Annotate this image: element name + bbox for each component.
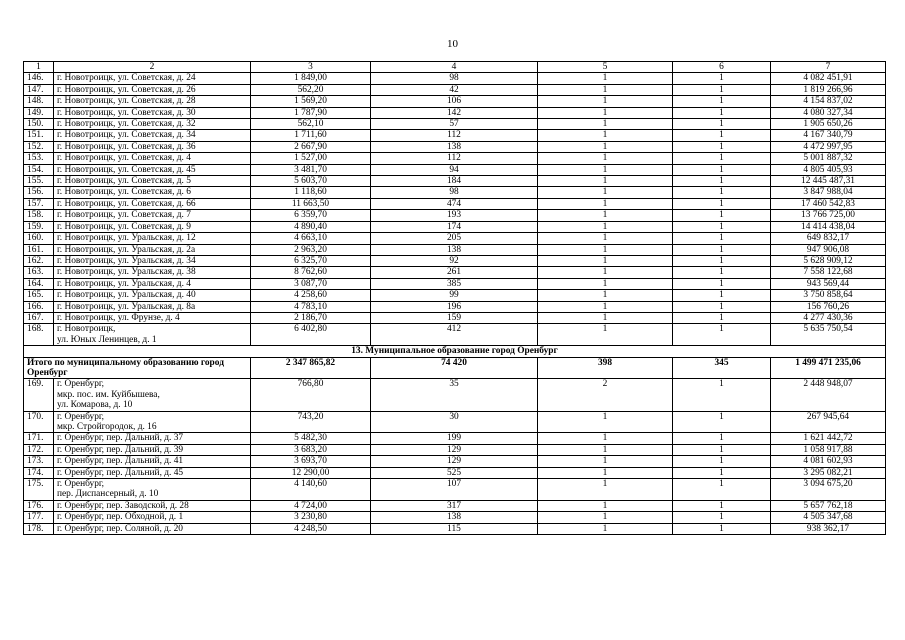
residents-cell: 35 (371, 379, 538, 411)
area-cell: 2 667,90 (251, 141, 371, 152)
address-cell: г. Оренбург, пер. Заводской, д. 28 (54, 500, 251, 511)
row-number: 146. (24, 73, 54, 84)
table-row (24, 411, 886, 433)
cost-cell: 12 445 487,31 (771, 176, 886, 187)
address-cell: г. Новотроицк, ул. Уральская, д. 40 (54, 290, 251, 301)
address-cell: г. Новотроицк, ул. Уральская, д. 12 (54, 233, 251, 244)
row-number: 157. (24, 198, 54, 209)
area-cell: 6 359,70 (251, 210, 371, 221)
table-row (24, 96, 886, 107)
column-6-cell: 1 (673, 411, 771, 433)
column-6-cell: 1 (673, 290, 771, 301)
column-6-cell: 1 (673, 153, 771, 164)
cost-cell: 3 750 858,64 (771, 290, 886, 301)
total-cost: 1 499 471 235,06 (771, 357, 886, 379)
cost-cell: 1 621 442,72 (771, 433, 886, 444)
column-5-cell: 1 (538, 96, 673, 107)
column-6-cell: 1 (673, 255, 771, 266)
column-5-cell: 1 (538, 479, 673, 501)
table-row (24, 119, 886, 130)
housing-register-table (23, 61, 886, 535)
total-row (24, 357, 886, 379)
area-cell: 1 711,60 (251, 130, 371, 141)
row-number: 161. (24, 244, 54, 255)
address-cell: г. Новотроицк, ул. Советская, д. 66 (54, 198, 251, 209)
address-cell (54, 479, 251, 501)
cost-cell: 943 569,44 (771, 278, 886, 289)
section-title: 13. Муниципальное образование город Оренбург (24, 346, 886, 357)
cost-cell: 649 832,17 (771, 233, 886, 244)
table-row (24, 278, 886, 289)
residents-cell: 412 (371, 324, 538, 346)
cost-cell: 3 847 988,04 (771, 187, 886, 198)
table-row (24, 500, 886, 511)
residents-cell: 57 (371, 119, 538, 130)
page-number: 10 (447, 38, 458, 50)
cost-cell: 947 906,08 (771, 244, 886, 255)
column-5-cell: 1 (538, 244, 673, 255)
address-line: ул. Юных Ленинцев, д. 1 (57, 334, 157, 345)
row-number: 158. (24, 210, 54, 221)
column-5-cell: 1 (538, 324, 673, 346)
table-row (24, 324, 886, 346)
column-5-cell: 1 (538, 73, 673, 84)
column-5-cell: 1 (538, 500, 673, 511)
cost-cell: 17 460 542,83 (771, 198, 886, 209)
address-cell: г. Оренбург, пер. Соляной, д. 20 (54, 523, 251, 534)
column-6-cell: 1 (673, 456, 771, 467)
column-5-cell: 1 (538, 130, 673, 141)
total-column-5: 398 (538, 357, 673, 379)
residents-cell: 98 (371, 73, 538, 84)
table-row (24, 444, 886, 455)
residents-cell: 94 (371, 164, 538, 175)
residents-cell: 174 (371, 221, 538, 232)
table-row (24, 255, 886, 266)
area-cell: 3 087,70 (251, 278, 371, 289)
table-row (24, 107, 886, 118)
residents-cell: 106 (371, 96, 538, 107)
column-5-cell: 1 (538, 164, 673, 175)
address-cell: г. Новотроицк, ул. Советская, д. 32 (54, 119, 251, 130)
column-6-cell: 1 (673, 96, 771, 107)
column-5-cell: 1 (538, 312, 673, 323)
address-cell: г. Оренбург, пер. Обходной, д. 1 (54, 512, 251, 523)
address-cell: г. Новотроицк, ул. Уральская, д. 4 (54, 278, 251, 289)
row-number: 154. (24, 164, 54, 175)
residents-cell: 142 (371, 107, 538, 118)
section-heading-row (24, 346, 886, 357)
residents-cell: 92 (371, 255, 538, 266)
address-cell: г. Новотроицк, ул. Уральская, д. 38 (54, 267, 251, 278)
area-cell: 1 569,20 (251, 96, 371, 107)
cost-cell: 1 819 266,96 (771, 84, 886, 95)
column-5-cell: 1 (538, 176, 673, 187)
column-6-cell: 1 (673, 467, 771, 478)
address-cell: г. Оренбург, пер. Дальний, д. 45 (54, 467, 251, 478)
area-cell: 3 481,70 (251, 164, 371, 175)
cost-cell: 4 080 327,34 (771, 107, 886, 118)
residents-cell: 138 (371, 141, 538, 152)
cost-cell: 4 167 340,79 (771, 130, 886, 141)
area-cell: 8 762,60 (251, 267, 371, 278)
row-number: 171. (24, 433, 54, 444)
area-cell: 5 603,70 (251, 176, 371, 187)
address-line: г. Оренбург, (57, 379, 105, 390)
column-header: 4 (371, 62, 538, 73)
column-6-cell: 1 (673, 512, 771, 523)
area-cell: 4 890,40 (251, 221, 371, 232)
table-row (24, 84, 886, 95)
address-cell: г. Новотроицк, ул. Советская, д. 7 (54, 210, 251, 221)
residents-cell: 385 (371, 278, 538, 289)
area-cell: 3 693,70 (251, 456, 371, 467)
area-cell: 6 325,70 (251, 255, 371, 266)
column-5-cell: 1 (538, 210, 673, 221)
address-cell (54, 411, 251, 433)
column-6-cell: 1 (673, 198, 771, 209)
area-cell: 6 402,80 (251, 324, 371, 346)
column-6-cell: 1 (673, 119, 771, 130)
area-cell: 11 663,50 (251, 198, 371, 209)
table-row (24, 153, 886, 164)
address-cell: г. Новотроицк, ул. Уральская, д. 2а (54, 244, 251, 255)
residents-cell: 205 (371, 233, 538, 244)
cost-cell: 3 295 082,21 (771, 467, 886, 478)
column-6-cell: 1 (673, 324, 771, 346)
row-number: 163. (24, 267, 54, 278)
table-row (24, 523, 886, 534)
table-row (24, 210, 886, 221)
row-number: 166. (24, 301, 54, 312)
address-cell: г. Новотроицк, ул. Советская, д. 4 (54, 153, 251, 164)
area-cell: 2 186,70 (251, 312, 371, 323)
table-row (24, 233, 886, 244)
column-6-cell: 1 (673, 433, 771, 444)
column-6-cell: 1 (673, 107, 771, 118)
row-number: 162. (24, 255, 54, 266)
total-column-6: 345 (673, 357, 771, 379)
address-cell (54, 324, 251, 346)
residents-cell: 112 (371, 153, 538, 164)
residents-cell: 525 (371, 467, 538, 478)
column-6-cell: 1 (673, 210, 771, 221)
column-5-cell: 1 (538, 198, 673, 209)
address-line: г. Оренбург, (57, 411, 105, 422)
row-number: 175. (24, 479, 54, 501)
residents-cell: 138 (371, 244, 538, 255)
table-row (24, 141, 886, 152)
address-cell: г. Новотроицк, ул. Советская, д. 9 (54, 221, 251, 232)
residents-cell: 193 (371, 210, 538, 221)
address-cell: г. Оренбург, пер. Дальний, д. 41 (54, 456, 251, 467)
cost-cell: 3 094 675,20 (771, 479, 886, 501)
column-6-cell: 1 (673, 500, 771, 511)
residents-cell: 184 (371, 176, 538, 187)
address-line: мкр. Стройгородок, д. 16 (57, 422, 157, 432)
address-cell: г. Новотроицк, ул. Советская, д. 6 (54, 187, 251, 198)
column-header: 7 (771, 62, 886, 73)
residents-cell: 129 (371, 444, 538, 455)
table-row (24, 73, 886, 84)
cost-cell: 4 154 837,02 (771, 96, 886, 107)
table-row (24, 198, 886, 209)
table-row (24, 267, 886, 278)
column-header: 5 (538, 62, 673, 73)
address-cell: г. Новотроицк, ул. Советская, д. 26 (54, 84, 251, 95)
row-number: 168. (24, 324, 54, 346)
area-cell: 4 248,50 (251, 523, 371, 534)
row-number: 167. (24, 312, 54, 323)
area-cell: 2 963,20 (251, 244, 371, 255)
column-6-cell: 1 (673, 73, 771, 84)
column-6-cell: 1 (673, 141, 771, 152)
address-line: мкр. пос. им. Куйбышева, (57, 389, 160, 400)
address-cell: г. Новотроицк, ул. Советская, д. 5 (54, 176, 251, 187)
total-label: Итого по муниципальному образованию город Оренбург (24, 357, 251, 379)
column-6-cell: 1 (673, 379, 771, 411)
column-6-cell: 1 (673, 278, 771, 289)
column-6-cell: 1 (673, 301, 771, 312)
column-6-cell: 1 (673, 233, 771, 244)
area-cell: 4 663,10 (251, 233, 371, 244)
column-5-cell: 1 (538, 141, 673, 152)
row-number: 150. (24, 119, 54, 130)
table-row (24, 479, 886, 501)
residents-cell: 199 (371, 433, 538, 444)
area-cell: 3 230,80 (251, 512, 371, 523)
address-cell: г. Новотроицк, ул. Советская, д. 45 (54, 164, 251, 175)
column-6-cell: 1 (673, 479, 771, 501)
row-number: 172. (24, 444, 54, 455)
total-area: 2 347 865,82 (251, 357, 371, 379)
column-5-cell: 1 (538, 187, 673, 198)
column-5-cell: 2 (538, 379, 673, 411)
residents-cell: 261 (371, 267, 538, 278)
area-cell: 1 118,60 (251, 187, 371, 198)
column-5-cell: 1 (538, 153, 673, 164)
row-number: 152. (24, 141, 54, 152)
table-row (24, 187, 886, 198)
table-row (24, 433, 886, 444)
area-cell: 743,20 (251, 411, 371, 433)
table-row (24, 164, 886, 175)
area-cell: 4 783,10 (251, 301, 371, 312)
cost-cell: 5 635 750,54 (771, 324, 886, 346)
cost-cell: 13 766 725,00 (771, 210, 886, 221)
table-row (24, 176, 886, 187)
row-number: 149. (24, 107, 54, 118)
column-6-cell: 1 (673, 84, 771, 95)
table-row (24, 130, 886, 141)
address-cell (54, 379, 251, 411)
cost-cell: 7 558 122,68 (771, 267, 886, 278)
cost-cell: 267 945,64 (771, 411, 886, 433)
column-5-cell: 1 (538, 433, 673, 444)
row-number: 165. (24, 290, 54, 301)
cost-cell: 938 362,17 (771, 523, 886, 534)
row-number: 164. (24, 278, 54, 289)
column-5-cell: 1 (538, 119, 673, 130)
area-cell: 3 683,20 (251, 444, 371, 455)
row-number: 148. (24, 96, 54, 107)
area-cell: 1 849,00 (251, 73, 371, 84)
residents-cell: 196 (371, 301, 538, 312)
residents-cell: 159 (371, 312, 538, 323)
address-cell: г. Новотроицк, ул. Уральская, д. 34 (54, 255, 251, 266)
area-cell: 4 258,60 (251, 290, 371, 301)
table-row (24, 221, 886, 232)
column-6-cell: 1 (673, 244, 771, 255)
cost-cell: 5 628 909,12 (771, 255, 886, 266)
column-5-cell: 1 (538, 444, 673, 455)
address-line: г. Новотроицк, (57, 324, 116, 335)
column-5-cell: 1 (538, 255, 673, 266)
column-6-cell: 1 (673, 312, 771, 323)
residents-cell: 99 (371, 290, 538, 301)
address-cell: г. Оренбург, пер. Дальний, д. 39 (54, 444, 251, 455)
table-row (24, 244, 886, 255)
table-row (24, 290, 886, 301)
address-line: ул. Комарова, д. 10 (57, 400, 133, 411)
area-cell: 562,20 (251, 84, 371, 95)
column-5-cell: 1 (538, 278, 673, 289)
column-5-cell: 1 (538, 467, 673, 478)
column-header: 2 (54, 62, 251, 73)
column-5-cell: 1 (538, 107, 673, 118)
column-5-cell: 1 (538, 456, 673, 467)
residents-cell: 112 (371, 130, 538, 141)
column-5-cell: 1 (538, 84, 673, 95)
column-5-cell: 1 (538, 290, 673, 301)
residents-cell: 129 (371, 456, 538, 467)
row-number: 153. (24, 153, 54, 164)
row-number: 169. (24, 379, 54, 411)
row-number: 159. (24, 221, 54, 232)
column-6-cell: 1 (673, 523, 771, 534)
area-cell: 766,80 (251, 379, 371, 411)
column-5-cell: 1 (538, 301, 673, 312)
row-number: 173. (24, 456, 54, 467)
table-row (24, 467, 886, 478)
column-5-cell: 1 (538, 233, 673, 244)
cost-cell: 4 505 347,68 (771, 512, 886, 523)
address-cell: г. Новотроицк, ул. Уральская, д. 8а (54, 301, 251, 312)
area-cell: 4 724,00 (251, 500, 371, 511)
area-cell: 5 482,30 (251, 433, 371, 444)
cost-cell: 14 414 438,04 (771, 221, 886, 232)
cost-cell: 4 472 997,95 (771, 141, 886, 152)
area-cell: 562,10 (251, 119, 371, 130)
row-number: 160. (24, 233, 54, 244)
address-cell: г. Новотроицк, ул. Советская, д. 24 (54, 73, 251, 84)
row-number: 155. (24, 176, 54, 187)
address-cell: г. Новотроицк, ул. Советская, д. 28 (54, 96, 251, 107)
address-cell: г. Новотроицк, ул. Советская, д. 34 (54, 130, 251, 141)
column-6-cell: 1 (673, 221, 771, 232)
row-number: 174. (24, 467, 54, 478)
column-5-cell: 1 (538, 221, 673, 232)
column-6-cell: 1 (673, 444, 771, 455)
table-row (24, 512, 886, 523)
column-6-cell: 1 (673, 187, 771, 198)
area-cell: 4 140,60 (251, 479, 371, 501)
address-line: г. Оренбург, (57, 479, 105, 490)
row-number: 151. (24, 130, 54, 141)
cost-cell: 4 082 451,91 (771, 73, 886, 84)
table-row (24, 379, 886, 411)
total-residents: 74 420 (371, 357, 538, 379)
column-6-cell: 1 (673, 130, 771, 141)
residents-cell: 30 (371, 411, 538, 433)
cost-cell: 4 805 405,93 (771, 164, 886, 175)
cost-cell: 4 277 430,36 (771, 312, 886, 323)
address-cell: г. Новотроицк, ул. Советская, д. 36 (54, 141, 251, 152)
column-header: 3 (251, 62, 371, 73)
column-6-cell: 1 (673, 267, 771, 278)
residents-cell: 138 (371, 512, 538, 523)
area-cell: 1 787,90 (251, 107, 371, 118)
row-number: 170. (24, 411, 54, 433)
cost-cell: 1 905 650,26 (771, 119, 886, 130)
column-number-header (24, 62, 886, 73)
cost-cell: 1 058 917,88 (771, 444, 886, 455)
row-number: 178. (24, 523, 54, 534)
table-row (24, 301, 886, 312)
cost-cell: 5 657 762,18 (771, 500, 886, 511)
cost-cell: 5 001 887,32 (771, 153, 886, 164)
table-row (24, 312, 886, 323)
column-5-cell: 1 (538, 411, 673, 433)
address-cell: г. Новотроицк, ул. Советская, д. 30 (54, 107, 251, 118)
address-cell: г. Оренбург, пер. Дальний, д. 37 (54, 433, 251, 444)
table-row (24, 456, 886, 467)
column-5-cell: 1 (538, 512, 673, 523)
residents-cell: 107 (371, 479, 538, 501)
residents-cell: 98 (371, 187, 538, 198)
residents-cell: 115 (371, 523, 538, 534)
column-6-cell: 1 (673, 176, 771, 187)
column-6-cell: 1 (673, 164, 771, 175)
row-number: 156. (24, 187, 54, 198)
cost-cell: 4 081 602,93 (771, 456, 886, 467)
area-cell: 12 290,00 (251, 467, 371, 478)
address-cell: г. Новотроицк, ул. Фрунзе, д. 4 (54, 312, 251, 323)
column-header: 6 (673, 62, 771, 73)
row-number: 177. (24, 512, 54, 523)
area-cell: 1 527,00 (251, 153, 371, 164)
address-line: пер. Диспансерный, д. 10 (57, 489, 159, 500)
column-header: 1 (24, 62, 54, 73)
column-5-cell: 1 (538, 267, 673, 278)
cost-cell: 156 760,26 (771, 301, 886, 312)
row-number: 147. (24, 84, 54, 95)
residents-cell: 474 (371, 198, 538, 209)
cost-cell: 2 448 948,07 (771, 379, 886, 411)
row-number: 176. (24, 500, 54, 511)
residents-cell: 317 (371, 500, 538, 511)
residents-cell: 42 (371, 84, 538, 95)
column-5-cell: 1 (538, 523, 673, 534)
